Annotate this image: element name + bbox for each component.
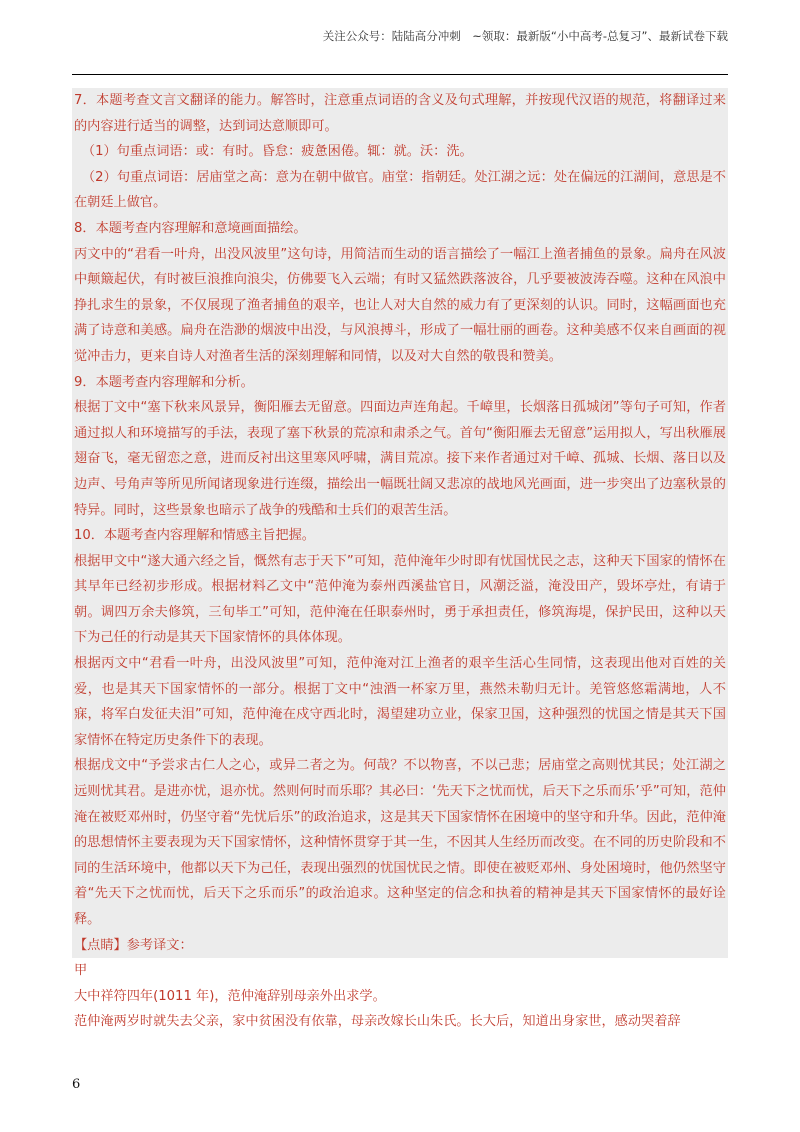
page-header: 关注公众号：陆陆高分冲刺 ~领取：最新版“小中高考-总复习”、最新试卷下载	[322, 29, 728, 43]
paragraph-q9-intro: 9．本题考查内容理解和分析。	[72, 370, 728, 396]
header-divider	[72, 74, 728, 75]
paragraph-translation-2: 范仲淹两岁时就失去父亲，家中贫困没有依靠，母亲改嫁长山朱氏。长大后，知道出身家世，感动哭着辞	[72, 1009, 728, 1035]
paragraph-q7-sentence1: （1）句重点词语：或：有时。昏怠：疲惫困倦。辄：就。沃：洗。	[72, 139, 728, 165]
paragraph-q7-sentence2: （2）句重点词语：居庙堂之高：意为在朝中做官。庙堂：指朝廷。处江湖之远：处在偏远的江湖间，意思是不在朝廷上做官。	[72, 165, 728, 216]
paragraph-q9-analysis: 根据丁文中“塞下秋来风景异，衡阳雁去无留意。四面边声连角起。千嶂里，长烟落日孤城闭”等句子可知，作者通过拟人和环境描写的手法，表现了塞下秋景的荒凉和肃杀之气。首句“衡阳雁去无留意”运用拟人，写出秋雁展翅奋飞，毫无留恋之意，进而反衬出这里寒风呼啸，满目荒凉。接下来作者通过对千嶂、孤城、长烟、落日以及边声、号角声等所见所闻诸现象进行连缀，描绘出一幅既壮阔又悲凉的战地风光画面，进一步突出了边塞秋景的特异。同时，这些景象也暗示了战争的残酷和士兵们的艰苦生活。	[72, 395, 728, 523]
paragraph-q8-analysis: 丙文中的“君看一叶舟，出没风波里”这句诗，用简洁而生动的语言描绘了一幅江上渔者捕鱼的景象。扁舟在风波中颠簸起伏，有时被巨浪推向浪尖，仿佛要飞入云端；有时又猛然跌落波谷，几乎要被波涛吞噬。这种在风浪中挣扎求生的景象，不仅展现了渔者捕鱼的艰辛，也让人对大自然的威力有了更深刻的认识。同时，这幅画面也充满了诗意和美感。扁舟在浩渺的烟波中出没，与风浪搏斗，形成了一幅壮丽的画卷。这种美感不仅来自画面的视觉冲击力，更来自诗人对渔者生活的深刻理解和同情，以及对大自然的敬畏和赞美。	[72, 242, 728, 370]
paragraph-q8-intro: 8．本题考查内容理解和意境画面描绘。	[72, 216, 728, 242]
paragraph-q7-intro: 7．本题考查文言文翻译的能力。解答时，注意重点词语的含义及句式理解，并按现代汉语的规范，将翻译过来的内容进行适当的调整，达到词达意顺即可。	[72, 88, 728, 139]
paragraph-section-jia: 甲	[72, 958, 728, 984]
paragraph-q10-bing-ding: 根据丙文中“君看一叶舟，出没风波里”可知，范仲淹对江上渔者的艰辛生活心生同情，这表现出他对百姓的关爱，也是其天下国家情怀的一部分。根据丁文中“浊酒一杯家万里，燕然未勒归无计。羌管悠悠霜满地，人不寐，将军白发征夫泪”可知，范仲淹在戍守西北时，渴望建功立业，保家卫国，这种强烈的忧国之情是其天下国家情怀在特定历史条件下的表现。	[72, 651, 728, 753]
paragraph-key-point: 【点睛】参考译文：	[72, 933, 728, 959]
paragraph-q10-jia-yi: 根据甲文中“遂大通六经之旨，慨然有志于天下”可知，范仲淹年少时即有忧国忧民之志，这种天下国家的情怀在其早年已经初步形成。根据材料乙文中“范仲淹为泰州西溪盐官日，风潮泛溢，淹没田产，毁坏亭灶，有请于朝。调四万余夫修筑，三旬毕工”可知，范仲淹在任职泰州时，勇于承担责任，修筑海堤，保护民田，这种以天下为己任的行动是其天下国家情怀的具体体现。	[72, 549, 728, 651]
page-number: 6	[72, 1077, 81, 1092]
paragraph-translation-1: 大中祥符四年(1011 年)，范仲淹辞别母亲外出求学。	[72, 984, 728, 1010]
paragraph-q10-wu: 根据戊文中“予尝求古仁人之心，或异二者之为。何哉？不以物喜，不以己悲；居庙堂之高则忧其民；处江湖之远则忧其君。是进亦忧，退亦忧。然则何时而乐耶？其必曰：‘先天下之忧而忧，后天下之乐而乐’乎”可知，范仲淹在被贬邓州时，仍坚守着“先忧后乐”的政治追求，这是其天下国家情怀在困境中的坚守和升华。因此，范仲淹的思想情怀主要表现为天下国家情怀，这种情怀贯穿于其一生，不因其人生经历而改变。在不同的历史阶段和不同的生活环境中，他都以天下为己任，表现出强烈的忧国忧民之情。即使在被贬邓州、身处困境时，他仍然坚守着“先天下之忧而忧，后天下之乐而乐”的政治追求。这种坚定的信念和执着的精神是其天下国家情怀的最好诠释。	[72, 753, 728, 932]
answer-explanation-body	[72, 88, 728, 1035]
paragraph-q10-intro: 10．本题考查内容理解和情感主旨把握。	[72, 523, 728, 549]
